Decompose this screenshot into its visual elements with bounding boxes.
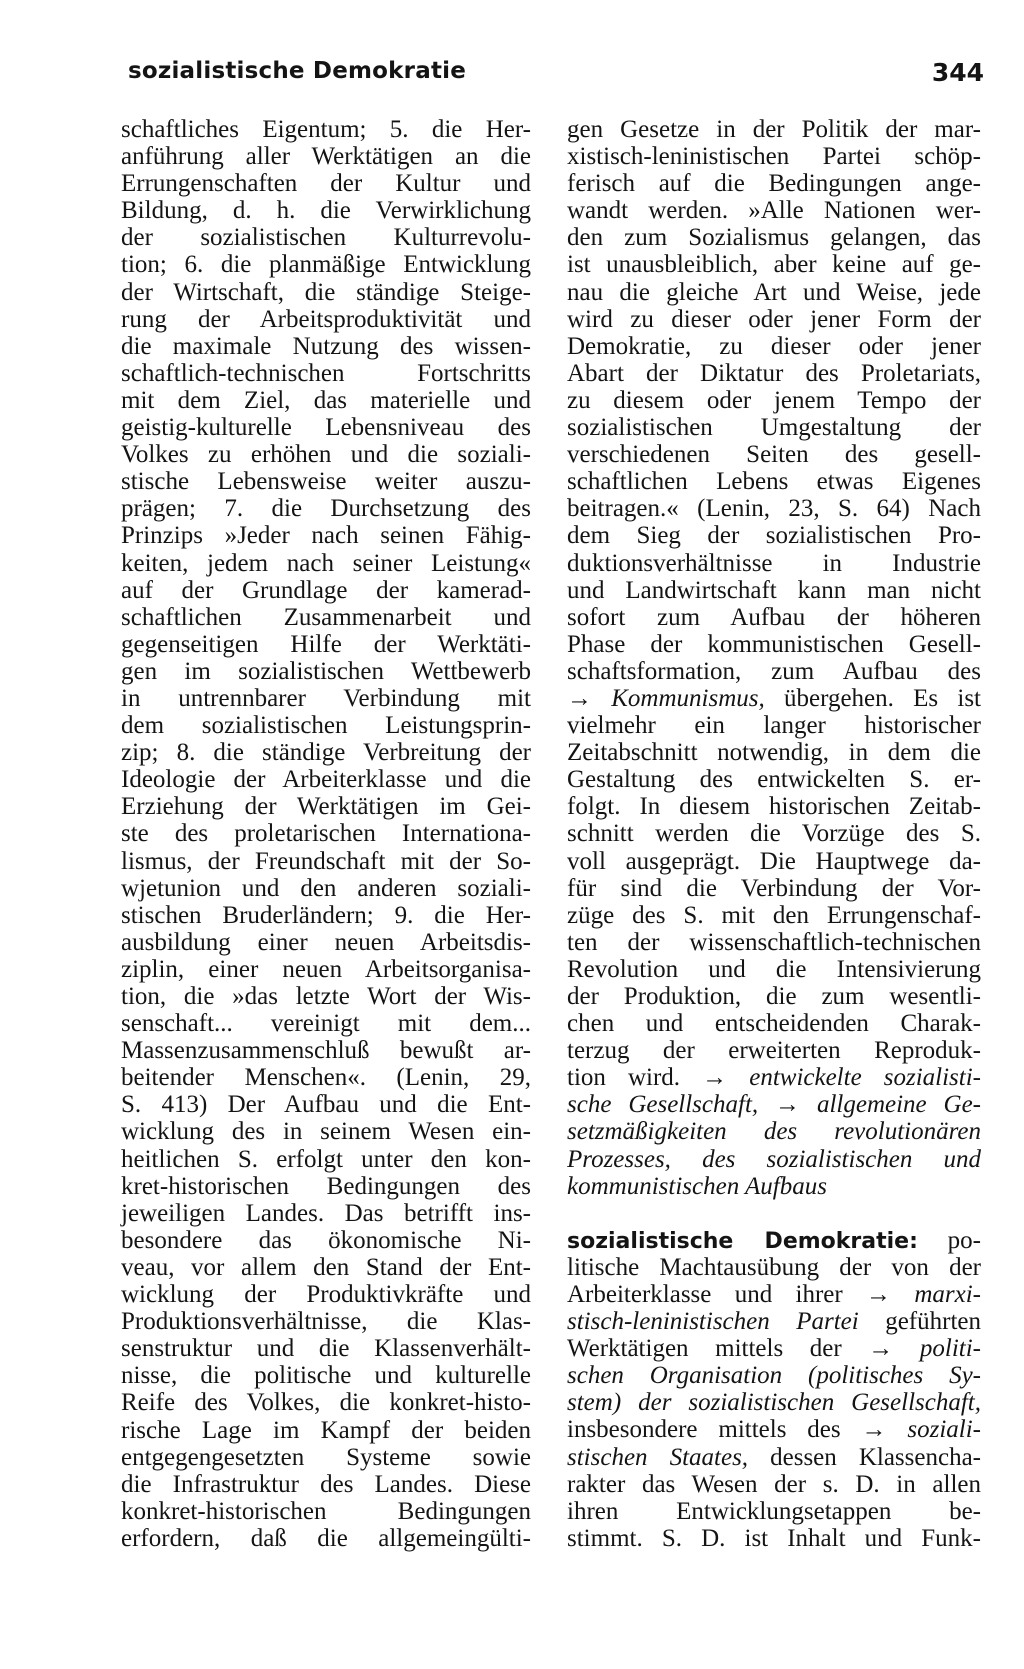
text-line: beitragen.« (Lenin, 23, S. 64) Nach <box>567 495 981 523</box>
text-line: wicklung des in seinem Wesen ein- <box>121 1118 531 1146</box>
text-line: schaftlichen Zusammenarbeit und <box>121 603 531 631</box>
text-line: rische Lage im Kampf der beiden <box>121 1416 531 1444</box>
cross-reference: allgemeine Ge- <box>816 1091 982 1119</box>
text-line: terzug der erweiterten Reproduk- <box>567 1037 981 1065</box>
text-line: konkret-historischen Bedingungen <box>121 1497 531 1525</box>
text-line: tion, die »das letzte Wort der Wis- <box>121 983 531 1010</box>
text-line: die Infrastruktur des Landes. Diese <box>121 1470 531 1498</box>
text-segment: geführten <box>858 1308 981 1336</box>
text-line: keiten, jedem nach seiner Leistung« <box>121 549 531 577</box>
text-line: dem sozialistischen Leistungsprin- <box>121 712 531 740</box>
text-segment: Werktätigen mittels der → <box>567 1335 920 1363</box>
text-line <box>567 1362 981 1389</box>
text-line: kret-historischen Bedingungen des <box>121 1172 531 1200</box>
cross-reference: stem) der sozialistischen Gesellschaft, <box>567 1389 981 1417</box>
text-line: für sind die Verbindung der Vor- <box>567 874 981 902</box>
text-line: Volkes zu erhöhen und die soziali- <box>121 441 531 469</box>
right-text-column <box>567 116 981 1552</box>
text-line: gen im sozialistischen Wettbewerb <box>121 657 531 685</box>
text-line: den zum Sozialismus gelangen, das <box>567 224 981 252</box>
text-line: duktionsverhältnisse in Industrie <box>567 549 981 577</box>
text-line: geistig-kulturelle Lebensniveau des <box>121 414 531 442</box>
cross-reference: schen Organisation (politisches Sy- <box>567 1362 981 1390</box>
cross-reference: Kommunismus, <box>611 684 765 712</box>
text-line <box>567 1091 981 1118</box>
cross-reference: setzmäßigkeiten des revolutionären <box>567 1118 981 1146</box>
text-line: heitlichen S. erfolgt unter den kon- <box>121 1145 531 1173</box>
cross-reference: politi- <box>919 1335 981 1363</box>
cross-reference: soziali- <box>907 1416 981 1444</box>
text-line <box>567 685 981 712</box>
text-line: chen und entscheidenden Charak- <box>567 1010 981 1038</box>
text-segment: dessen Klassencha- <box>748 1443 981 1471</box>
text-line: verschiedenen Seiten des gesell- <box>567 441 981 469</box>
text-line: voll ausgeprägt. Die Hauptwege da- <box>567 847 981 875</box>
text-line: zu diesem oder jenem Tempo der <box>567 386 981 414</box>
text-line <box>567 1335 981 1362</box>
text-line: gegenseitigen Hilfe der Werktäti- <box>121 630 531 658</box>
text-line <box>567 1389 981 1416</box>
text-line: nisse, die politische und kulturelle <box>121 1362 531 1390</box>
page-number: 344 <box>931 58 984 87</box>
cross-reference: sche Gesellschaft, <box>567 1091 759 1119</box>
text-line: Demokratie, zu dieser oder jener <box>567 332 981 360</box>
text-line: sofort zum Aufbau der höheren <box>567 603 981 631</box>
text-line: prägen; 7. die Durchsetzung des <box>121 495 531 523</box>
cross-reference: stisch-leninistischen Partei <box>567 1308 859 1336</box>
entry-headword: sozialistische Demokratie: <box>567 1228 918 1254</box>
text-line <box>567 1308 981 1335</box>
text-line: schaftlich-technischen Fortschritts <box>121 359 531 387</box>
left-text-column <box>121 116 531 1552</box>
text-segment: po- <box>917 1226 981 1254</box>
text-line: wjetunion und den anderen soziali- <box>121 874 531 902</box>
text-line: entgegengesetzten Systeme sowie <box>121 1443 531 1471</box>
text-line: tion; 6. die planmäßige Entwicklung <box>121 251 531 279</box>
text-line: senstruktur und die Klassenverhält- <box>121 1335 531 1363</box>
text-line: Revolution und die Intensivierung <box>567 955 981 983</box>
text-line <box>567 1416 981 1443</box>
text-line: jeweiligen Landes. Das betrifft ins- <box>121 1199 531 1227</box>
text-segment: übergehen. Es ist <box>764 684 981 712</box>
text-line: züge des S. mit den Errungenschaf- <box>567 901 981 929</box>
text-line: gen Gesetze in der Politik der mar- <box>567 116 981 143</box>
text-line: Massenzusammenschluß bewußt ar- <box>121 1037 531 1065</box>
text-line: vielmehr ein langer historischer <box>567 712 981 740</box>
text-line: dem Sieg der sozialistischen Pro- <box>567 522 981 550</box>
text-line: S. 413) Der Aufbau und die Ent- <box>121 1091 531 1119</box>
text-line <box>567 1173 981 1200</box>
text-segment: insbesondere mittels des → <box>567 1416 908 1444</box>
text-line: Reife des Volkes, die konkret-histo- <box>121 1389 531 1417</box>
text-line: in untrennbarer Verbindung mit <box>121 684 531 712</box>
text-line: der sozialistischen Kulturrevolu- <box>121 224 531 252</box>
text-line: schnitt werden die Vorzüge des S. <box>567 820 981 848</box>
text-line: senschaft... vereinigt mit dem... <box>121 1010 531 1038</box>
cross-reference: entwickelte sozialisti- <box>749 1064 982 1092</box>
text-line: Ideologie der Arbeiterklasse und die <box>121 766 531 794</box>
text-line: Abart der Diktatur des Proletariats, <box>567 359 981 387</box>
text-segment: → <box>758 1091 817 1119</box>
text-line <box>567 1444 981 1471</box>
text-line: mit dem Ziel, das materielle und <box>121 386 531 414</box>
text-segment: tion wird. → <box>567 1064 750 1092</box>
text-line: der Wirtschaft, die ständige Steige- <box>121 278 531 306</box>
text-line: ausbildung einer neuen Arbeitsdis- <box>121 928 531 956</box>
text-line: Prinzips »Jeder nach seinen Fähig- <box>121 522 531 550</box>
text-line <box>567 1064 981 1091</box>
text-line: der Produktion, die zum wesentli- <box>567 983 981 1010</box>
text-line: wandt werden. »Alle Nationen wer- <box>567 197 981 225</box>
text-line <box>567 1118 981 1145</box>
text-line: litische Machtausübung der von der <box>567 1253 981 1281</box>
text-line: nau die gleiche Art und Weise, jede <box>567 278 981 306</box>
text-line: besondere das ökonomische Ni- <box>121 1226 531 1254</box>
text-line: erfordern, daß die allgemeingülti- <box>121 1524 531 1552</box>
text-line: rung der Arbeitsproduktivität und <box>121 305 531 333</box>
text-line <box>567 1227 981 1254</box>
text-segment: Arbeiterklasse und ihrer → <box>567 1280 915 1308</box>
cross-reference: kommunistischen Aufbaus <box>567 1172 827 1200</box>
text-line: schaftliches Eigentum; 5. die Her- <box>121 116 531 143</box>
text-line: ihren Entwicklungsetappen be- <box>567 1497 981 1525</box>
text-line: Errungenschaften der Kultur und <box>121 170 531 198</box>
text-line: sozialistischen Umgestaltung der <box>567 414 981 442</box>
text-line: die maximale Nutzung des wissen- <box>121 332 531 360</box>
text-line: beitender Menschen«. (Lenin, 29, <box>121 1064 531 1092</box>
paragraph-gap <box>567 1200 981 1227</box>
page-header <box>128 56 984 96</box>
text-line: wird zu dieser oder jener Form der <box>567 305 981 333</box>
running-head: sozialistische Demokratie <box>128 58 467 84</box>
text-line: lismus, der Freundschaft mit der So- <box>121 847 531 875</box>
cross-reference: Prozesses, des sozialistischen und <box>567 1145 981 1173</box>
text-line: Gestaltung des entwickelten S. er- <box>567 766 981 794</box>
text-line: Bildung, d. h. die Verwirklichung <box>121 197 531 225</box>
text-line: ziplin, einer neuen Arbeitsorganisa- <box>121 955 531 983</box>
text-segment: → <box>567 684 612 712</box>
text-line: ferisch auf die Bedingungen ange- <box>567 170 981 198</box>
text-line: schaftsformation, zum Aufbau des <box>567 657 981 685</box>
text-line: stimmt. S. D. ist Inhalt und Funk- <box>567 1524 981 1552</box>
text-line: veau, vor allem den Stand der Ent- <box>121 1253 531 1281</box>
text-line: xistisch-leninistischen Partei schöp- <box>567 143 981 171</box>
text-line: stischen Bruderländern; 9. die Her- <box>121 901 531 929</box>
cross-reference: stischen Staates, <box>567 1443 749 1471</box>
text-line: anführung aller Werktätigen an die <box>121 143 531 171</box>
text-line: ten der wissenschaftlich-technischen <box>567 928 981 956</box>
text-line: ist unausbleiblich, aber keine auf ge- <box>567 251 981 279</box>
text-line: rakter das Wesen der s. D. in allen <box>567 1470 981 1498</box>
text-line: zip; 8. die ständige Verbreitung der <box>121 739 531 767</box>
text-line: ste des proletarischen Internationa- <box>121 820 531 848</box>
text-line: Erziehung der Werktätigen im Gei- <box>121 793 531 821</box>
text-line <box>567 1281 981 1308</box>
text-line: schaftlichen Lebens etwas Eigenes <box>567 468 981 496</box>
text-line: auf der Grundlage der kamerad- <box>121 576 531 604</box>
text-line: Phase der kommunistischen Gesell- <box>567 630 981 658</box>
text-line: Produktionsverhältnisse, die Klas- <box>121 1308 531 1336</box>
text-line <box>567 1146 981 1173</box>
text-line: Zeitabschnitt notwendig, in dem die <box>567 739 981 767</box>
text-line: und Landwirtschaft kann man nicht <box>567 576 981 604</box>
text-line: stische Lebensweise weiter auszu- <box>121 468 531 496</box>
text-line: wicklung der Produktivkräfte und <box>121 1281 531 1309</box>
cross-reference: marxi- <box>914 1280 981 1308</box>
text-line: folgt. In diesem historischen Zeitab- <box>567 793 981 821</box>
